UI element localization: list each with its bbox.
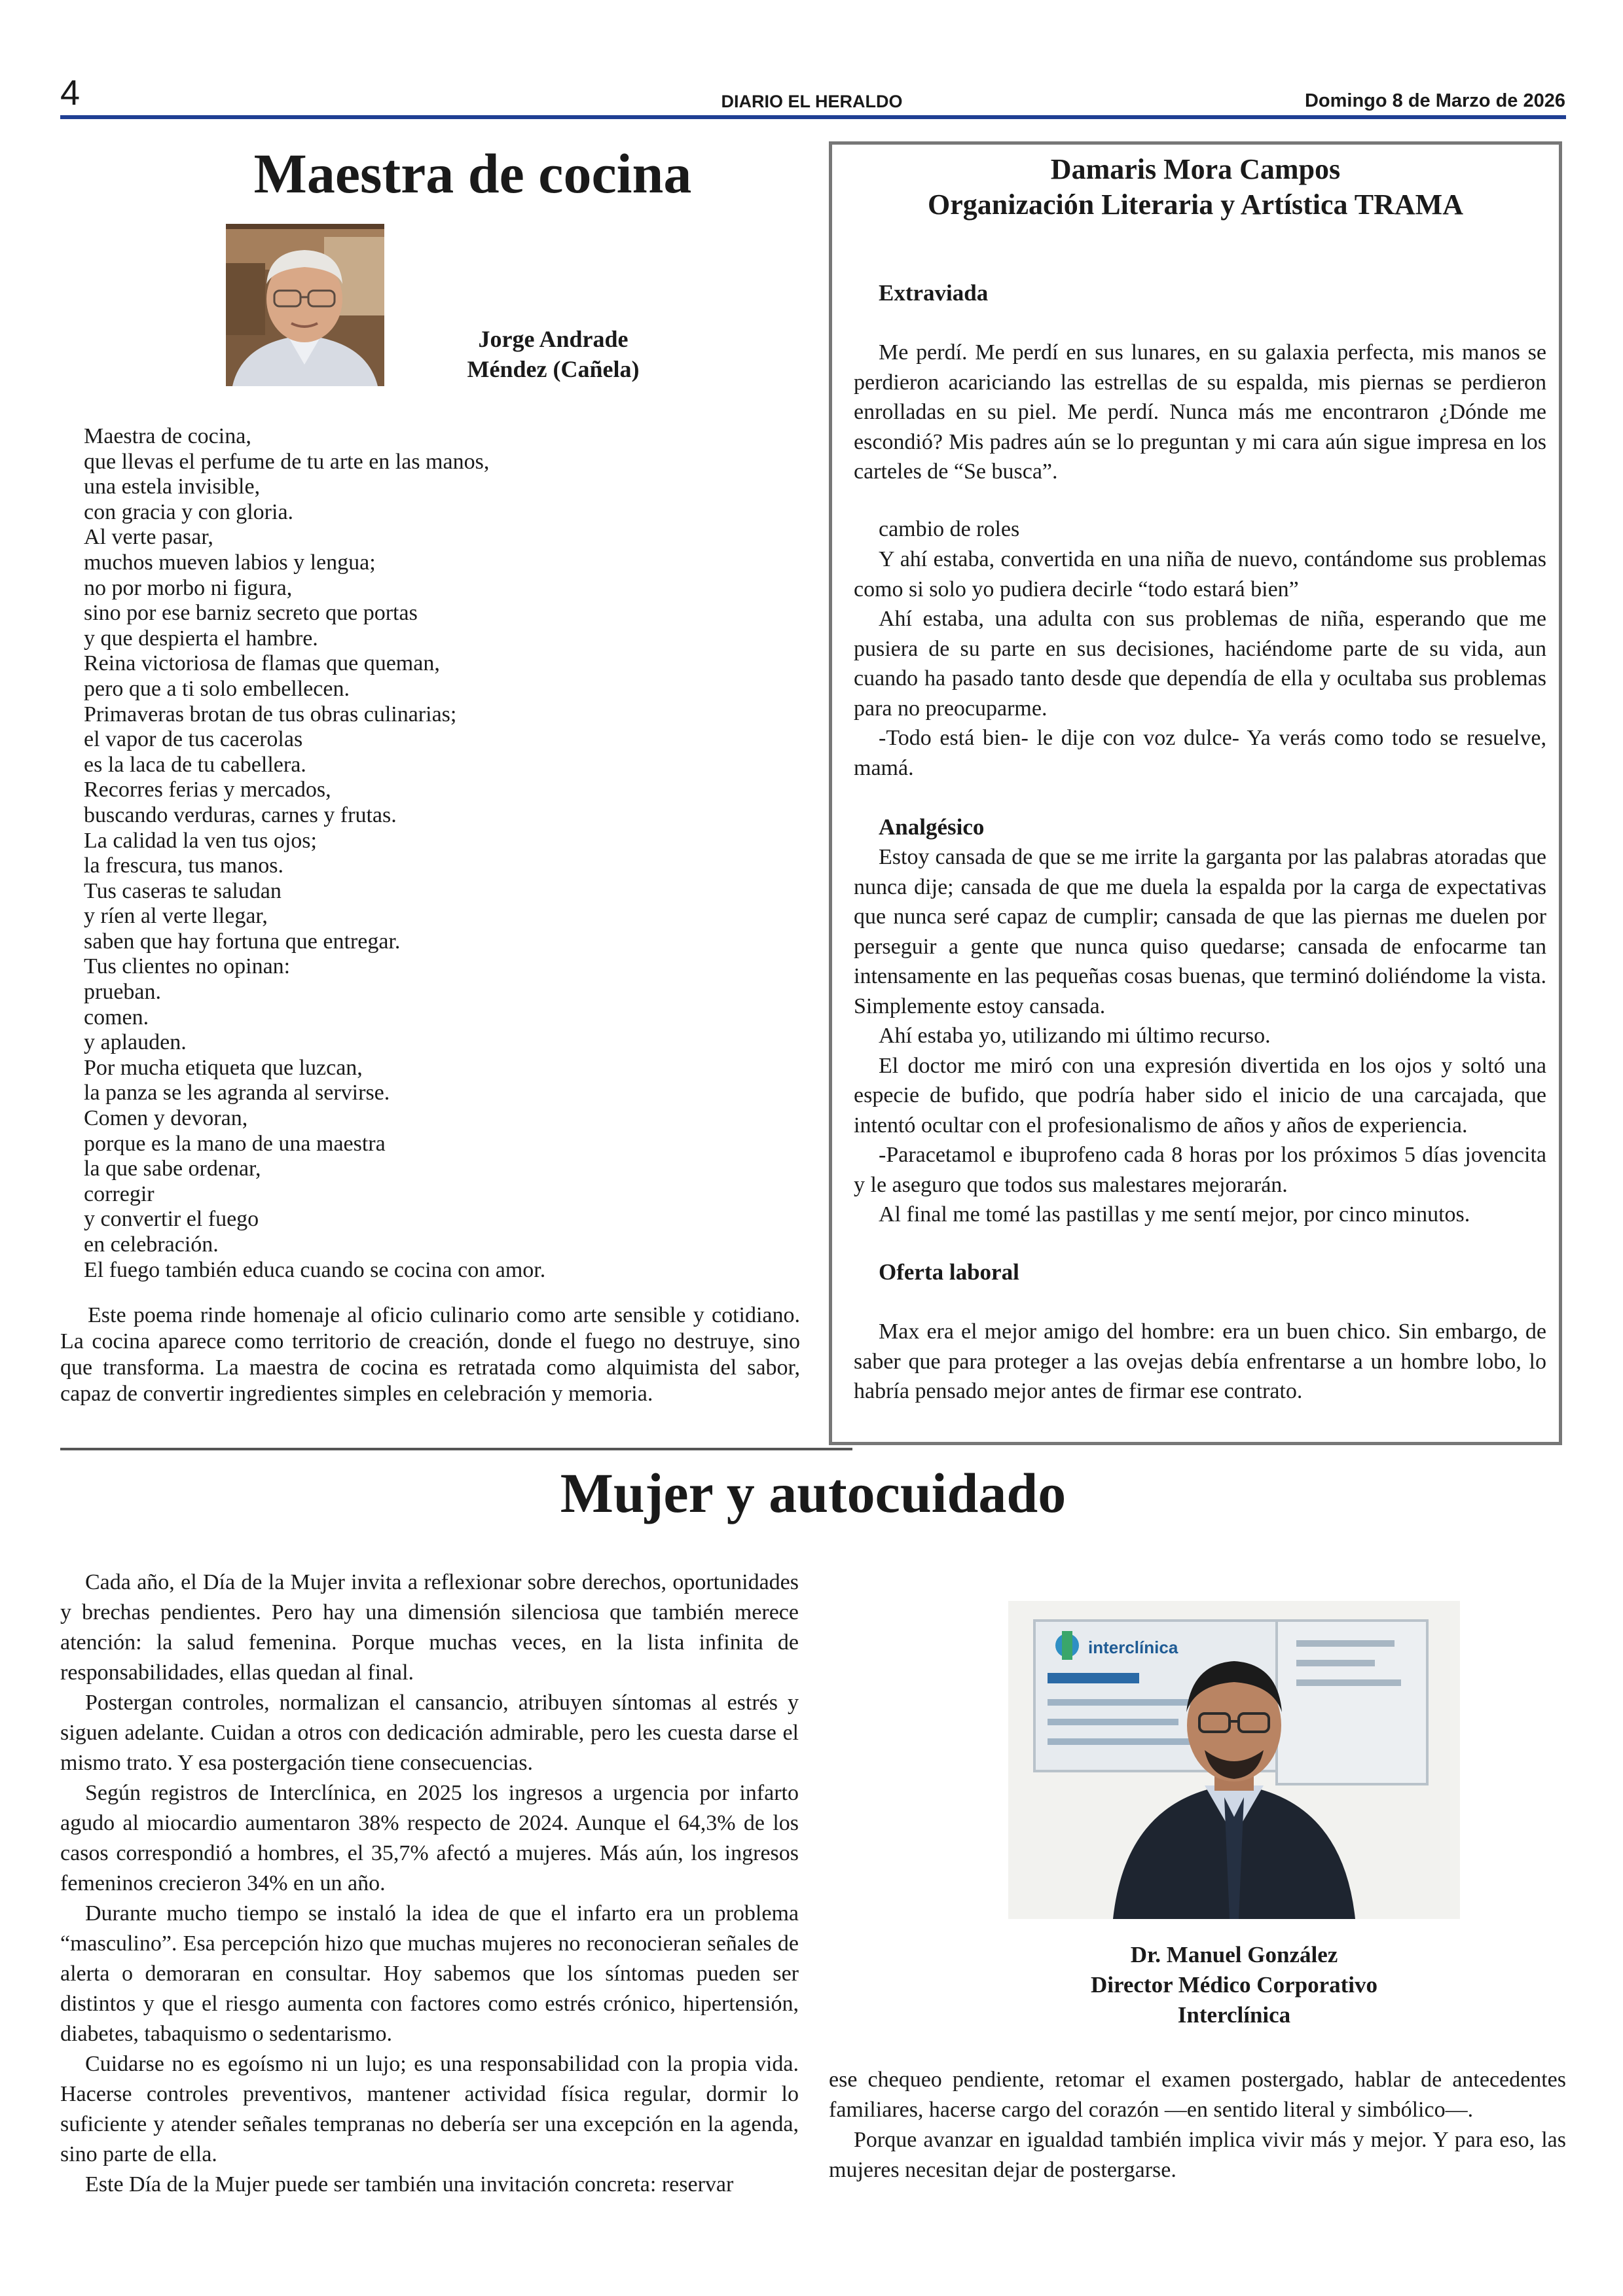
clinic-sign-logo: interclínica <box>1088 1638 1178 1657</box>
poem-verse: muchos mueven labios y lengua; <box>84 550 376 575</box>
cambio-text <box>854 545 1546 783</box>
poem-verse: prueban. <box>84 980 162 1005</box>
analgesico-paragraph: -Paracetamol e ibuprofeno cada 8 horas por los próximos 5 días jovencita y le aseguro que todos sus malestares mejorarán. <box>854 1143 1546 1197</box>
poem-verse: Recorres ferias y mercados, <box>84 778 331 802</box>
poem-verse: Primaveras brotan de tus obras culinarias; <box>84 702 457 726</box>
article-left-column <box>60 1568 799 2200</box>
poem-verse: Tus caseras te saludan <box>84 878 282 903</box>
analgesico-paragraph: Al final me tomé las pastillas y me sentí mejor, por cinco minutos. <box>879 1202 1470 1227</box>
analgesico-heading: Analgésico <box>879 814 985 840</box>
poem-title: Maestra de cocina <box>253 142 692 205</box>
trama-author: Damaris Mora Campos <box>1050 153 1341 185</box>
doctor-role: Director Médico Corporativo <box>1090 1972 1377 1998</box>
poem-verse: Al verte pasar, <box>84 525 213 550</box>
article-paragraph: Postergan controles, normalizan el cansancio, atribuyen síntomas al estrés y siguen adelante. Cuidan a otros con dedicación admirable, pero les cuesta darse el mismo trato. Y esa postergación tiene consecuencias. <box>60 1691 799 1775</box>
poem-verse: con gracia y con gloria. <box>84 499 294 524</box>
doctor-name: Dr. Manuel González <box>1130 1942 1338 1967</box>
article-paragraph: Porque avanzar en igualdad también implica vivir más y mejor. Y para eso, las mujeres necesitan dejar de postergarse. <box>829 2128 1566 2182</box>
poem-verse: buscando verduras, carnes y frutas. <box>84 802 397 827</box>
poem-verse: El fuego también educa cuando se cocina con amor. <box>84 1257 546 1282</box>
section-divider <box>60 1448 852 1450</box>
cambio-subtitle: cambio de roles <box>879 517 1020 541</box>
poem-verse: y convertir el fuego <box>84 1207 259 1232</box>
poem-author-line-1: Jorge Andrade <box>478 326 629 352</box>
poem-verse: la que sabe ordenar, <box>84 1157 261 1181</box>
analgesico-text <box>854 842 1546 1230</box>
doctor-photo <box>1008 1601 1460 1919</box>
poem-verse: una estela invisible, <box>84 475 261 499</box>
analgesico-paragraph: Ahí estaba yo, utilizando mi último recurso. <box>879 1024 1271 1048</box>
poem-verse: Por mucha etiqueta que luzcan, <box>84 1055 363 1080</box>
poem-verse: la panza se les agranda al servirse. <box>84 1081 390 1105</box>
poem-verse: porque es la mano de una maestra <box>84 1131 386 1156</box>
poem-verse: Maestra de cocina, <box>84 424 251 448</box>
analgesico-paragraph: El doctor me miró con una expresión divertida en los ojos y soltó una especie de bufido, que podría haber sido el inicio de una carcajada, que intentó ocultar con el profesionalismo de años y años de experiencia. <box>854 1053 1546 1138</box>
cambio-paragraph: -Todo está bien- le dije con voz dulce- Ya verás como todo se resuelve, mamá. <box>854 726 1546 780</box>
poem-body <box>84 424 797 1283</box>
extraviada-text <box>854 338 1546 487</box>
author-photo <box>226 224 384 386</box>
article-paragraph: Durante mucho tiempo se instaló la idea de que el infarto era un problema “masculino”. Esa percepción hizo que muchas mujeres no reconocieran señales de alerta o demoraran en consultar. Hoy sabemos que los síntomas pueden ser distintos y que el riesgo aumenta con factores como estrés crónico, hipertensión, diabetes, tabaquismo o sedentarismo. <box>60 1901 799 2046</box>
extraviada-heading: Extraviada <box>879 280 989 306</box>
analgesico-paragraph: Estoy cansada de que se me irrite la garganta por las palabras atoradas que nunca dije; cansada de que me duela la espalda por la carga de expectativas que nunca seré capaz de cumplir; cansada de que las piernas me duelen por perseguir a gente que nunca quiso quedarse; cansada de enfocarme tan intensamente en las pequeñas cosas buenas, que terminó doliéndome la vista. Simplemente estoy cansada. <box>854 845 1546 1018</box>
cambio-paragraph: Y ahí estaba, convertida en una niña de nuevo, contándome sus problemas como si solo yo pudiera decirle “todo estará bien” <box>854 547 1546 601</box>
poem-verse: y que despierta el hambre. <box>84 626 318 651</box>
poem-verse: en celebración. <box>84 1232 219 1257</box>
doctor-organization: Interclínica <box>1177 2002 1291 2028</box>
poem-verse: que llevas el perfume de tu arte en las manos, <box>84 449 490 474</box>
poem-author-line-2: Méndez (Cañela) <box>467 356 640 382</box>
oferta-paragraph: Max era el mejor amigo del hombre: era un buen chico. Sin embargo, de saber que para proteger a las ovejas debía enfrentarse a un hombre lobo, lo habría pensado mejor antes de firmar ese contrato. <box>854 1319 1546 1403</box>
poem-verse: Comen y devoran, <box>84 1106 248 1131</box>
poem-verse: es la laca de tu cabellera. <box>84 752 306 777</box>
article-right-column <box>829 2065 1566 2185</box>
poem-verse: comen. <box>84 1005 149 1030</box>
doctor-portrait-image <box>1008 1601 1460 1919</box>
poem-verse: no por morbo ni figura, <box>84 575 293 600</box>
article-paragraph: Este Día de la Mujer puede ser también una invitación concreta: reservar <box>85 2172 734 2197</box>
oferta-text <box>854 1317 1546 1407</box>
author-portrait-image <box>226 224 384 386</box>
poem-verse: Tus clientes no opinan: <box>84 954 291 979</box>
poem-verse: la frescura, tus manos. <box>84 853 283 878</box>
trama-organization: Organización Literaria y Artística TRAMA <box>928 188 1463 221</box>
poem-note: Este poema rinde homenaje al oficio culinario como arte sensible y cotidiano. La cocina aparece como territorio de creación, donde el fuego no destruye, sino que transforma. La maestra de cocina es retratada como alquimista del sabor, capaz de convertir ingredientes simples en celebración y memoria. <box>60 1303 800 1406</box>
poem-verse: saben que hay fortuna que entregar. <box>84 929 401 954</box>
page-number: 4 <box>60 73 81 113</box>
poem-verse: y ríen al verte llegar, <box>84 904 268 929</box>
article-paragraph: Cada año, el Día de la Mujer invita a reflexionar sobre derechos, oportunidades y brechas pendientes. Pero hay una dimensión silenciosa que también merece atención: la salud femenina. Porque muchas veces, en la lista infinita de responsabilidades, ellas quedan al final. <box>60 1570 799 1685</box>
oferta-heading: Oferta laboral <box>879 1259 1019 1285</box>
article-paragraph: Cuidarse no es egoísmo ni un lujo; es una responsabilidad con la propia vida. Hacerse controles preventivos, mantener actividad física regular, dormir lo suficiente y atender señales tempranas no debería ser una excepción en la agenda, sino parte de ella. <box>60 2052 799 2166</box>
article-paragraph: ese chequeo pendiente, retomar el examen postergado, hablar de antecedentes familiares, hacerse cargo del corazón —en sentido literal y simbólico—. <box>829 2068 1566 2122</box>
trama-box <box>829 141 1562 1445</box>
poem-verse: Reina victoriosa de flamas que queman, <box>84 651 440 676</box>
issue-date: Domingo 8 de Marzo de 2026 <box>1304 90 1565 111</box>
cambio-paragraph: Ahí estaba, una adulta con sus problemas de niña, esperando que me pusiera de su parte en sus decisiones, haciéndome parte de su vida, aun cuando ha pasado tanto desde que dependía de ella y ocultaba sus problemas para no preocuparme. <box>854 607 1546 721</box>
article-paragraph: Según registros de Interclínica, en 2025 los ingresos a urgencia por infarto agudo al miocardio aumentaron 38% respecto de 2024. Aunque el 64,3% de los casos correspondió a hombres, el 35,7% afectó a mujeres. Más aún, los ingresos femeninos crecieron 34% en un año. <box>60 1781 799 1895</box>
poem-verse: sino por ese barniz secreto que portas <box>84 601 418 626</box>
header-rule <box>60 115 1566 119</box>
poem-verse: pero que a ti solo embellecen. <box>84 676 350 701</box>
poem-verse: La calidad la ven tus ojos; <box>84 828 317 853</box>
poem-author <box>426 324 681 384</box>
poem-verse: el vapor de tus cacerolas <box>84 727 303 752</box>
newspaper-name: DIARIO EL HERALDO <box>721 92 903 111</box>
poem-verse: corregir <box>84 1181 155 1206</box>
article-title: Mujer y autocuidado <box>560 1462 1067 1524</box>
extraviada-paragraph: Me perdí. Me perdí en sus lunares, en su galaxia perfecta, mis manos se perdieron acariciando las estrellas de su espalda, mis piernas se perdieron enrolladas en su piel. Me perdí. Nunca más me encontraron ¿Dónde me escondió? Mis padres aún se lo preguntan y mi cara aún sigue impresa en los carteles de “Se busca”. <box>854 340 1546 484</box>
poem-verse: y aplauden. <box>84 1030 187 1055</box>
